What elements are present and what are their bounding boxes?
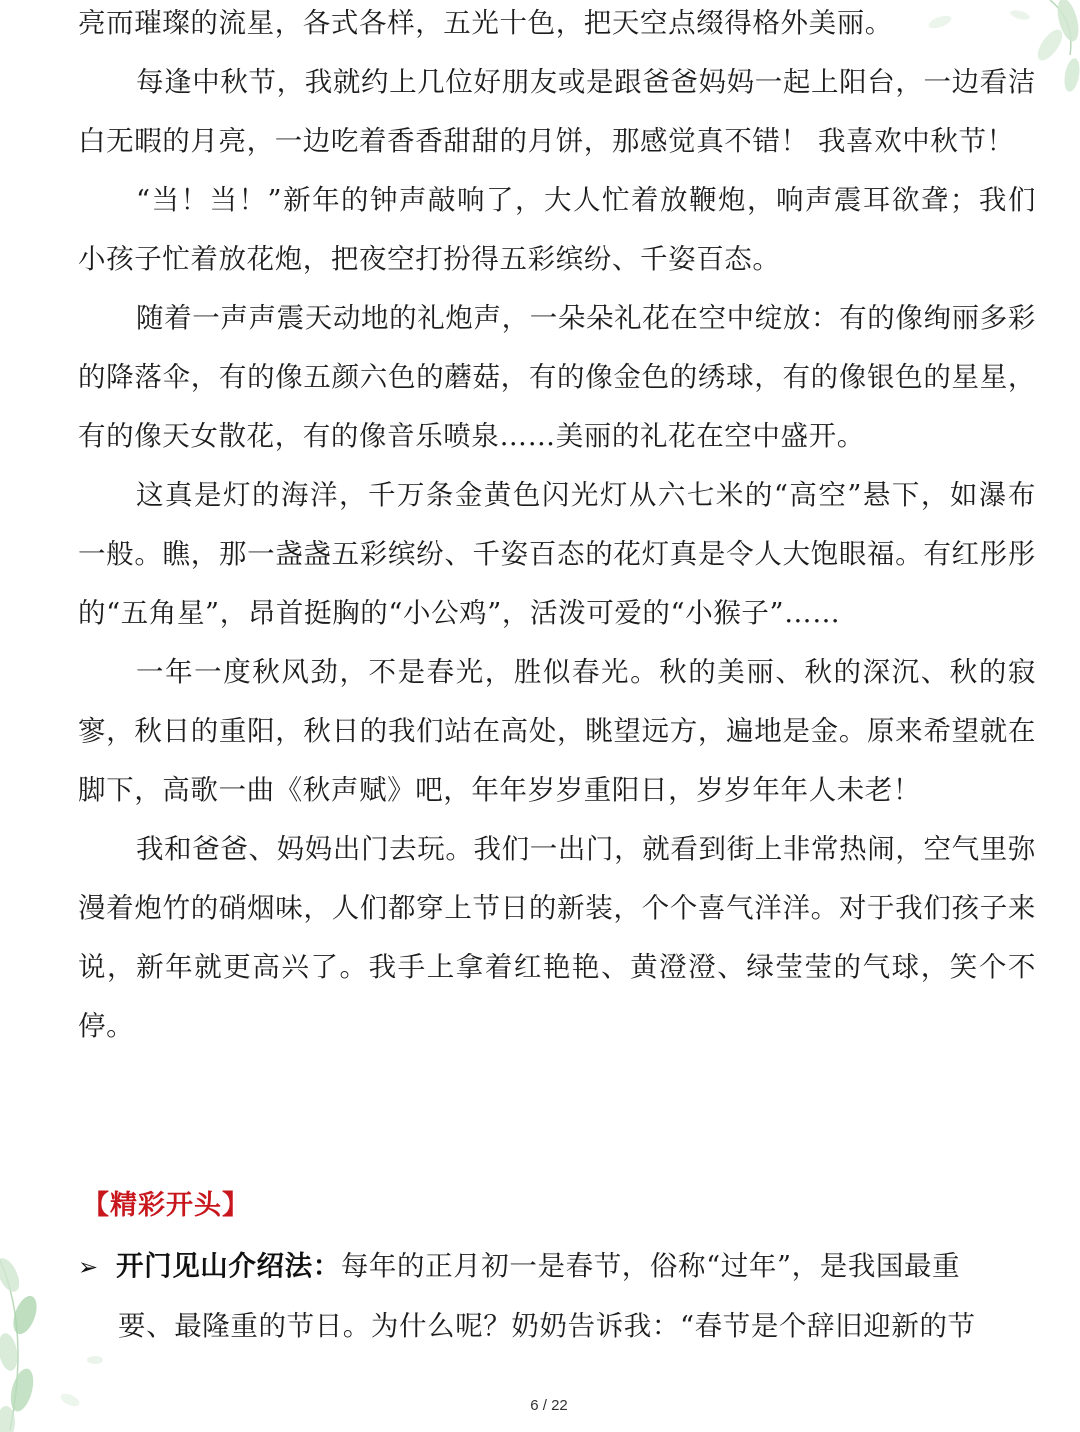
arrow-bullet-icon: ➢ <box>78 1253 99 1281</box>
paragraph-2: 每逢中秋节，我就约上几位好朋友或是跟爸爸妈妈一起上阳台，一边看洁白无暇的月亮，一边吃着香香甜甜的月饼，那感觉真不错！ 我喜欢中秋节！ <box>78 66 1036 157</box>
page-number: 6 / 22 <box>530 1397 568 1414</box>
paragraph-5: 这真是灯的海洋，千万条金黄色闪光灯从六七米的“高空”悬下，如瀑布一般。瞧，那一盏盏五彩缤纷、千姿百态的花灯真是令人大饱眼福。有红彤彤的“五角星”，昂首挺胸的“小公鸡”，活泼可爱的“小猴子”…… <box>78 479 1036 629</box>
section-title: 【精彩开头】 <box>82 1190 250 1221</box>
paragraph-4: 随着一声声震天动地的礼炮声，一朵朵礼花在空中绽放：有的像绚丽多彩的降落伞，有的像五颜六色的蘑菇，有的像金色的绣球，有的像银色的星星，有的像天女散花，有的像音乐喷泉……美丽的礼花在空中盛开。 <box>78 302 1036 452</box>
paragraph-6: 一年一度秋风劲，不是春光，胜似春光。秋的美丽、秋的深沉、秋的寂寥，秋日的重阳，秋日的我们站在高处，眺望远方，遍地是金。原来希望就在脚下，高歌一曲《秋声赋》吧，年年岁岁重阳日，岁岁年年人未老！ <box>78 656 1036 806</box>
bullet-text-line-1: 每年的正月初一是春节，俗称“过年”，是我国最重 <box>340 1250 961 1282</box>
bullet-label: 开门见山介绍法： <box>116 1250 341 1282</box>
bullet-text-line-2: 要、最隆重的节日。为什么呢？奶奶告诉我：“春节是个辞旧迎新的节 <box>118 1310 976 1342</box>
bullet-line-1 <box>78 1237 1036 1297</box>
bullet-item <box>78 1237 1036 1356</box>
paragraph-3: “当！当！”新年的钟声敲响了，大人忙着放鞭炮，响声震耳欲聋；我们小孩子忙着放花炮，把夜空打扮得五彩缤纷、千姿百态。 <box>78 184 1036 275</box>
paragraph-7: 我和爸爸、妈妈出门去玩。我们一出门，就看到街上非常热闹，空气里弥漫着炮竹的硝烟味，人们都穿上节日的新装，个个喜气洋洋。对于我们孩子来说，新年就更高兴了。我手上拿着红艳艳、黄澄澄、绿莹莹的气球，笑个不停。 <box>78 833 1036 1042</box>
document-body <box>78 0 1036 1056</box>
paragraph-1: 亮而璀璨的流星，各式各样，五光十色，把天空点缀得格外美丽。 <box>78 7 893 39</box>
